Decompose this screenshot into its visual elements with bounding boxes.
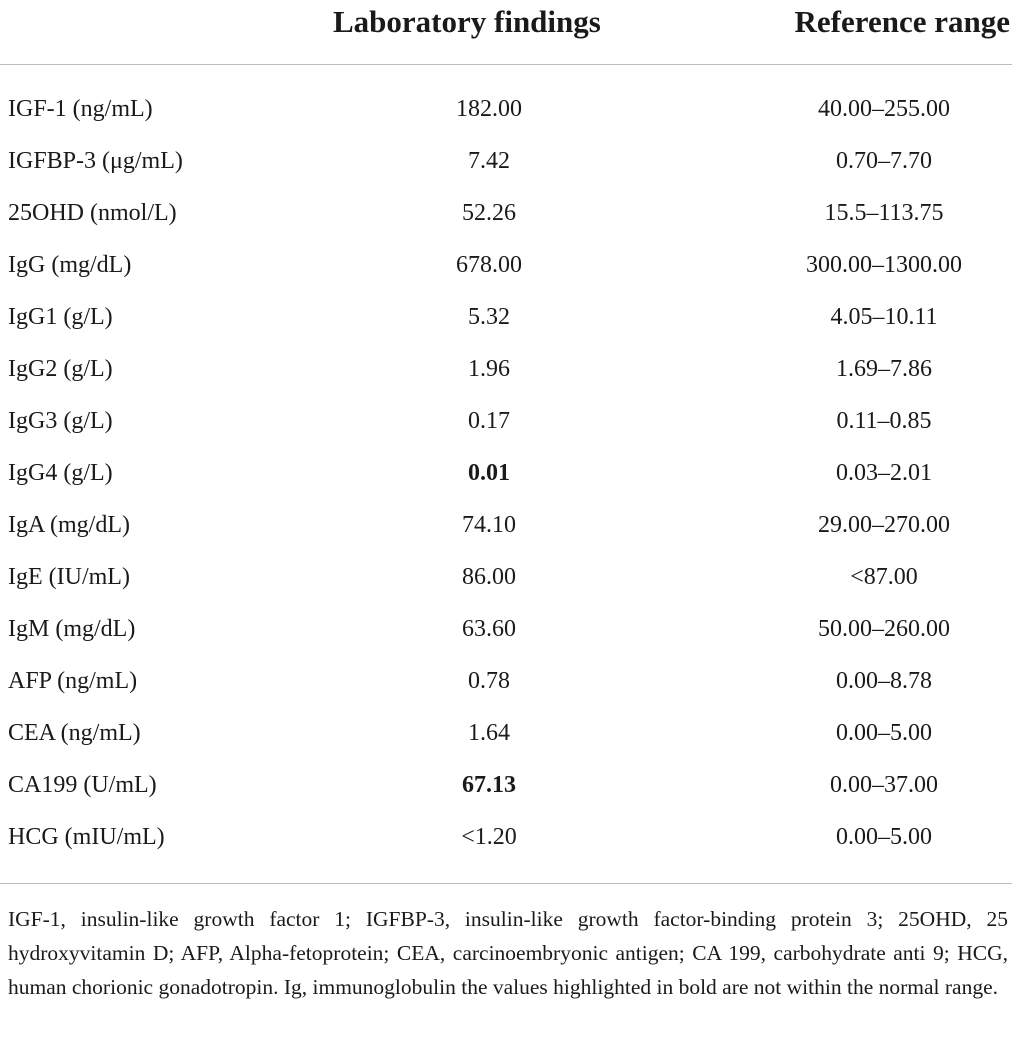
row-parameter: IgG2 (g/L) [8, 356, 113, 382]
row-value-text: 86.00 [462, 564, 516, 590]
footer-divider [0, 883, 1012, 884]
row-value-text: 52.26 [462, 200, 516, 226]
table-row [0, 759, 1017, 811]
row-value-text: 63.60 [462, 616, 516, 642]
row-reference-text: 300.00–1300.00 [806, 252, 962, 278]
table-row [0, 83, 1017, 135]
row-reference-text: 15.5–113.75 [824, 200, 944, 226]
row-value-text: 182.00 [456, 96, 522, 122]
table-row [0, 343, 1017, 395]
table-row [0, 395, 1017, 447]
table-row [0, 291, 1017, 343]
row-parameter: IgG3 (g/L) [8, 408, 113, 434]
row-parameter: IGF-1 (ng/mL) [8, 96, 153, 122]
row-value-text: 67.13 [462, 772, 516, 798]
table-row [0, 135, 1017, 187]
table-row [0, 239, 1017, 291]
row-parameter: IgA (mg/dL) [8, 512, 130, 538]
row-parameter: IgG (mg/dL) [8, 252, 132, 278]
row-value-text: 5.32 [468, 304, 510, 330]
table-row [0, 447, 1017, 499]
row-parameter: AFP (ng/mL) [8, 668, 138, 694]
row-value-text: 0.17 [468, 408, 510, 434]
table-footnote: IGF-1, insulin-like growth factor 1; IGFBP-3, insulin-like growth factor-binding protein 3; 25OHD, 25 hydroxyvitamin D; AFP, Alpha-fetoprotein; CEA, carcinoembryonic antigen; CA 199, carbohydrate anti 9; HCG, human chorionic gonadotropin. Ig, immunoglobulin the values highlighted in bold are not within the normal range. [8, 907, 1008, 999]
header-laboratory-findings: Laboratory findings [333, 4, 601, 39]
row-value-text: 7.42 [468, 148, 510, 174]
row-value-text: <1.20 [461, 824, 517, 850]
table-row [0, 655, 1017, 707]
table-header [0, 0, 1017, 50]
row-value-text: 678.00 [456, 252, 522, 278]
row-reference-text: 0.00–37.00 [830, 772, 938, 798]
row-reference-text: 0.00–5.00 [836, 824, 932, 850]
row-reference-text: 0.00–5.00 [836, 720, 932, 746]
row-reference-text: 4.05–10.11 [830, 304, 938, 330]
row-parameter: CEA (ng/mL) [8, 720, 141, 746]
row-reference-text: 0.70–7.70 [836, 148, 932, 174]
row-reference-text: 0.11–0.85 [836, 408, 932, 434]
row-value-text: 74.10 [462, 512, 516, 538]
row-value-text: 1.64 [468, 720, 510, 746]
row-value-text: 0.01 [468, 460, 510, 486]
row-parameter: HCG (mIU/mL) [8, 824, 165, 850]
header-divider [0, 64, 1012, 65]
row-reference-text: <87.00 [850, 564, 918, 590]
table-row [0, 499, 1017, 551]
row-parameter: IgM (mg/dL) [8, 616, 136, 642]
row-parameter: 25OHD (nmol/L) [8, 200, 177, 226]
row-parameter: IGFBP-3 (μg/mL) [8, 148, 183, 174]
row-reference-text: 0.00–8.78 [836, 668, 932, 694]
row-parameter: IgG1 (g/L) [8, 304, 113, 330]
row-reference-text: 0.03–2.01 [836, 460, 932, 486]
row-reference-text: 29.00–270.00 [818, 512, 950, 538]
table-row [0, 551, 1017, 603]
table-row [0, 811, 1017, 863]
table-body [0, 83, 1017, 863]
row-reference-text: 50.00–260.00 [818, 616, 950, 642]
row-parameter: CA199 (U/mL) [8, 772, 157, 798]
table-row [0, 707, 1017, 759]
row-parameter: IgG4 (g/L) [8, 460, 113, 486]
row-reference-text: 40.00–255.00 [818, 96, 950, 122]
table-row [0, 603, 1017, 655]
row-parameter: IgE (IU/mL) [8, 564, 130, 590]
header-reference-range: Reference range [794, 4, 1010, 39]
table-row [0, 187, 1017, 239]
row-value-text: 1.96 [468, 356, 510, 382]
row-reference-text: 1.69–7.86 [836, 356, 932, 382]
row-value-text: 0.78 [468, 668, 510, 694]
